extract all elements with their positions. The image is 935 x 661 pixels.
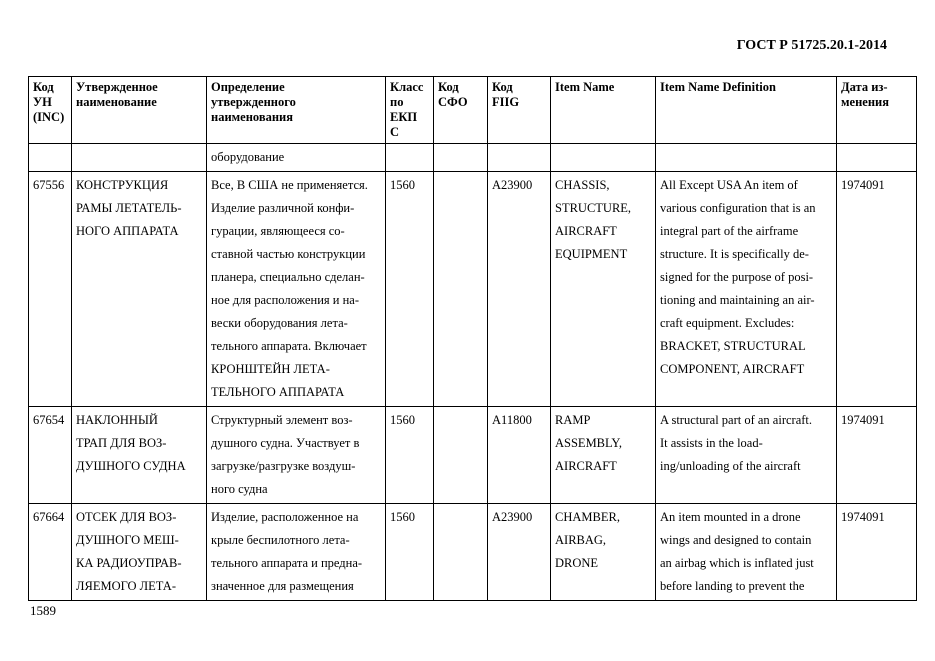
col-header-date: Дата из- менения [837, 77, 917, 144]
change-date: 1974091 [837, 172, 917, 407]
item-name: RAMP ASSEMBLY, AIRCRAFT [551, 407, 656, 504]
item-definition: All Except USA An item of various configuration that is an integral part of the airframe structure. It is specifically de- signed for the purpose of posi- tioning and maintaining an air- craft equipment. Excludes: BRACKET, STRUCTURAL COMPONENT, AIRCRAFT [656, 172, 837, 407]
fiig-code: A11800 [488, 407, 551, 504]
sfo-code [434, 504, 488, 601]
sfo-code [434, 407, 488, 504]
col-header-sfo: Код СФО [434, 77, 488, 144]
col-header-item-name: Item Name [551, 77, 656, 144]
sfo-code [434, 172, 488, 407]
item-definition: A structural part of an aircraft. It assists in the load- ing/unloading of the aircraft [656, 407, 837, 504]
approved-name: КОНСТРУКЦИЯ РАМЫ ЛЕТАТЕЛЬ- НОГО АППАРАТА [72, 172, 207, 407]
table-row [29, 172, 917, 407]
inc-code: 67654 [29, 407, 72, 504]
table-row [29, 504, 917, 601]
col-header-class: Класс по ЕКП С [386, 77, 434, 144]
definition: Изделие, расположенное на крыле беспилотного лета- тельного аппарата и предна- значенное для размещения [207, 504, 386, 601]
col-header-definition: Определение утвержденного наименования [207, 77, 386, 144]
inc-code: 67556 [29, 172, 72, 407]
item-name: CHAMBER, AIRBAG, DRONE [551, 504, 656, 601]
col-header-fiig: Код FIIG [488, 77, 551, 144]
nomenclature-table [28, 76, 917, 601]
definition: Структурный элемент воз- душного судна. Участвует в загрузке/разгрузке воздуш- ного судна [207, 407, 386, 504]
item-name: CHASSIS, STRUCTURE, AIRCRAFT EQUIPMENT [551, 172, 656, 407]
table-header-row [29, 77, 917, 144]
change-date: 1974091 [837, 504, 917, 601]
inc-code: 67664 [29, 504, 72, 601]
definition: Все, В США не применяется. Изделие различной конфи- гурации, являющееся со- ставной частью конструкции планера, специально сделан- ное для расположения и на- вески оборудования лета- тельного аппарата. Включает КРОНШТЕЙН ЛЕТА- ТЕЛЬНОГО АППАРАТА [207, 172, 386, 407]
item-definition: An item mounted in a drone wings and designed to contain an airbag which is inflated just before landing to prevent the [656, 504, 837, 601]
table-row [29, 407, 917, 504]
continuation-definition: оборудование [207, 144, 386, 172]
class-code: 1560 [386, 504, 434, 601]
class-code: 1560 [386, 172, 434, 407]
fiig-code: A23900 [488, 504, 551, 601]
approved-name: ОТСЕК ДЛЯ ВОЗ- ДУШНОГО МЕШ- КА РАДИОУПРАВ- ЛЯЕМОГО ЛЕТА- [72, 504, 207, 601]
table-row-continuation [29, 144, 917, 172]
page-number: 1589 [30, 603, 56, 618]
class-code: 1560 [386, 407, 434, 504]
standard-number: ГОСТ Р 51725.20.1-2014 [736, 38, 887, 53]
fiig-code: A23900 [488, 172, 551, 407]
col-header-item-definition: Item Name Definition [656, 77, 837, 144]
col-header-inc: Код УН (INC) [29, 77, 72, 144]
col-header-approved-name: Утвержденное наименование [72, 77, 207, 144]
approved-name: НАКЛОННЫЙ ТРАП ДЛЯ ВОЗ- ДУШНОГО СУДНА [72, 407, 207, 504]
change-date: 1974091 [837, 407, 917, 504]
